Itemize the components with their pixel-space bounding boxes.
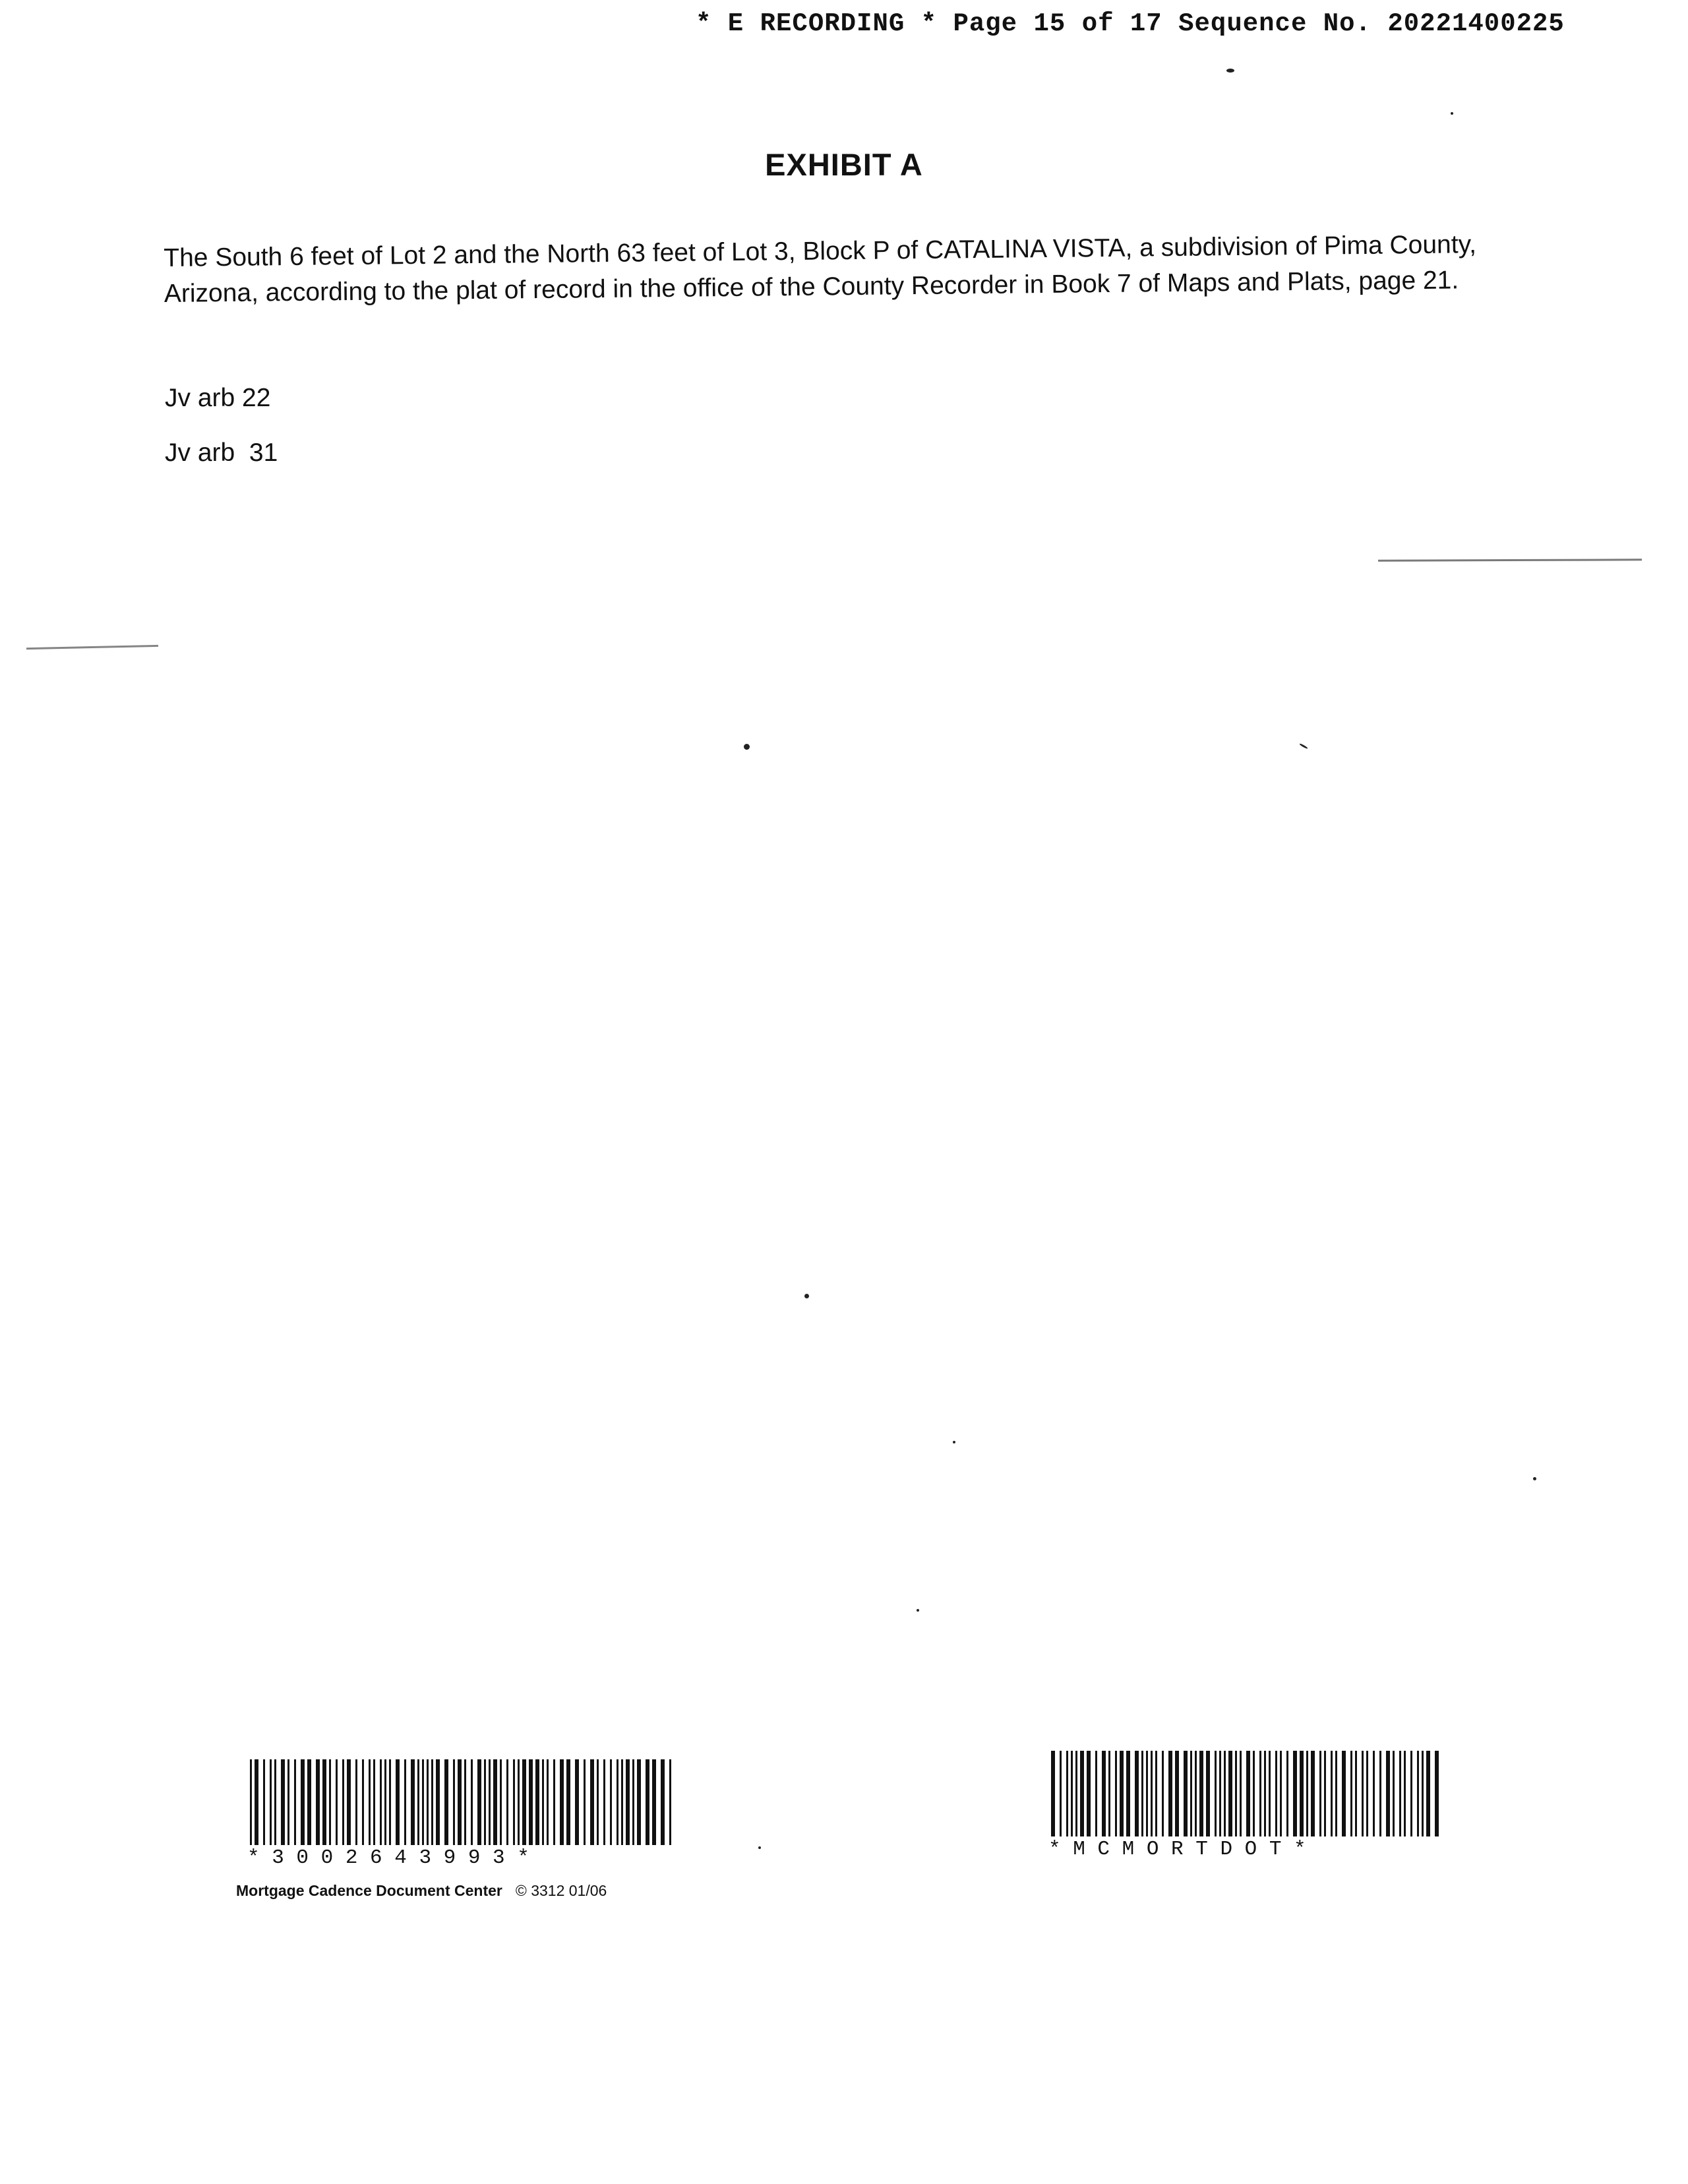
barcode-bar — [453, 1759, 455, 1845]
barcode-bar — [444, 1759, 448, 1845]
barcode-bar — [603, 1759, 605, 1845]
barcode-bar — [411, 1759, 415, 1845]
barcode-bar — [560, 1759, 564, 1845]
barcode-bar — [1190, 1751, 1192, 1836]
barcode-bar — [464, 1759, 466, 1845]
barcode-bar — [1293, 1751, 1297, 1836]
barcode-bar — [250, 1759, 252, 1845]
barcode-bar — [347, 1759, 351, 1845]
barcode-bar — [1199, 1751, 1203, 1836]
barcode-bar — [1080, 1751, 1084, 1836]
barcode-bar — [500, 1759, 502, 1845]
barcode-bar — [1366, 1751, 1368, 1836]
barcode-bar — [369, 1759, 371, 1845]
barcode-bar — [287, 1759, 289, 1845]
barcode-bar — [342, 1759, 344, 1845]
footer-form-number: © 3312 01/06 — [515, 1882, 607, 1899]
scan-artifact-line — [26, 645, 158, 650]
barcode-bar — [621, 1759, 623, 1845]
barcode-bar — [1259, 1751, 1261, 1836]
barcode-bar — [274, 1759, 276, 1845]
barcode-bar — [1108, 1751, 1110, 1836]
barcode-bar — [529, 1759, 533, 1845]
scan-speck — [1299, 743, 1308, 750]
barcode-bar — [522, 1759, 526, 1845]
barcode-bar — [1269, 1751, 1271, 1836]
barcode-bar — [458, 1759, 462, 1845]
barcode-bar — [307, 1759, 311, 1845]
barcode-bar — [1135, 1751, 1139, 1836]
barcode-bar — [1275, 1751, 1277, 1836]
barcode-bar — [1219, 1751, 1221, 1836]
barcode-bar — [389, 1759, 391, 1845]
barcode-bar — [547, 1759, 549, 1845]
exhibit-title: EXHIBIT A — [765, 147, 923, 182]
barcode-bar — [270, 1759, 272, 1845]
handwritten-note-1: Jv arb 22 — [165, 384, 271, 412]
barcode-bar — [329, 1759, 331, 1845]
barcode-bar — [436, 1759, 440, 1845]
barcode-bar — [489, 1759, 491, 1845]
barcode-bar — [1087, 1751, 1091, 1836]
barcode-bar — [1071, 1751, 1073, 1836]
barcode-bar — [1379, 1751, 1381, 1836]
barcode-bar — [1286, 1751, 1288, 1836]
barcode-bar — [1300, 1751, 1304, 1836]
barcode-bar — [661, 1759, 665, 1845]
barcode-bar — [1228, 1751, 1232, 1836]
barcode-bar — [1399, 1751, 1401, 1836]
barcode-bar — [1404, 1751, 1406, 1836]
barcode-bar — [1335, 1751, 1337, 1836]
document-footer — [236, 1882, 607, 1900]
barcode-bar — [1075, 1751, 1077, 1836]
barcode-bars — [247, 1759, 676, 1845]
barcode-bar — [1146, 1751, 1148, 1836]
barcode-bar — [1386, 1751, 1390, 1836]
barcode-bar — [1060, 1751, 1062, 1836]
barcode-bar — [513, 1759, 515, 1845]
barcode-bar — [1373, 1751, 1375, 1836]
barcode-bar — [632, 1759, 634, 1845]
barcode-bar — [535, 1759, 539, 1845]
barcode-bar — [1350, 1751, 1352, 1836]
barcode-bar — [626, 1759, 630, 1845]
barcode-bar — [646, 1759, 649, 1845]
barcode-bar — [590, 1759, 594, 1845]
barcode-bar — [575, 1759, 579, 1845]
barcode-bar — [1319, 1751, 1321, 1836]
barcode-bar — [1246, 1751, 1250, 1836]
barcode-bar — [1206, 1751, 1210, 1836]
barcode-bar — [1422, 1751, 1424, 1836]
barcode-bar — [1224, 1751, 1226, 1836]
barcode-bars — [1048, 1751, 1444, 1836]
barcode-bar — [1141, 1751, 1143, 1836]
barcode-bar — [1393, 1751, 1395, 1836]
barcode-bar — [1195, 1751, 1197, 1836]
barcode-bar — [362, 1759, 364, 1845]
barcode-bar — [1280, 1751, 1282, 1836]
barcode-bar — [1102, 1751, 1106, 1836]
scan-artifact-line — [1378, 559, 1642, 561]
barcode-bar — [1306, 1751, 1308, 1836]
footer-text: Mortgage Cadence Document Center — [236, 1882, 502, 1899]
barcode-bar — [1324, 1751, 1326, 1836]
barcode-bar — [422, 1759, 424, 1845]
barcode-bar — [637, 1759, 641, 1845]
barcode-bar — [1162, 1751, 1164, 1836]
recording-header: * E RECORDING * Page 15 of 17 Sequence No. 20221400225 — [696, 9, 1565, 38]
barcode-bar — [597, 1759, 599, 1845]
barcode-bar — [316, 1759, 320, 1845]
barcode-bar — [396, 1759, 400, 1845]
handwritten-note-2: Jv arb 31 — [165, 439, 278, 467]
barcode-bar — [1184, 1751, 1188, 1836]
barcode-bar — [431, 1759, 433, 1845]
scan-speck — [804, 1294, 809, 1298]
barcode-bar — [1435, 1751, 1439, 1836]
barcode-bar — [322, 1759, 326, 1845]
barcode-bar — [542, 1759, 544, 1845]
scan-speck — [744, 744, 750, 750]
barcode-bar — [617, 1759, 618, 1845]
barcode-bar — [1215, 1751, 1217, 1836]
barcode-bar — [1331, 1751, 1333, 1836]
barcode-bar — [1426, 1751, 1430, 1836]
barcode-bar — [1168, 1751, 1172, 1836]
barcode-bar — [471, 1759, 473, 1845]
barcode-bar — [404, 1759, 406, 1845]
barcode-bar — [1240, 1751, 1242, 1836]
barcode-bar — [1115, 1751, 1117, 1836]
barcode-bar — [652, 1759, 656, 1845]
barcode-bar — [584, 1759, 586, 1845]
barcode-bar — [1095, 1751, 1097, 1836]
barcode-bar — [373, 1759, 375, 1845]
barcode-bar — [417, 1759, 419, 1845]
barcode-bar — [380, 1759, 382, 1845]
barcode-loan-number — [247, 1759, 676, 1869]
barcode-bar — [1126, 1751, 1130, 1836]
barcode-bar — [610, 1759, 612, 1845]
scan-speck — [1533, 1477, 1536, 1480]
barcode-bar — [1235, 1751, 1237, 1836]
barcode-bar — [301, 1759, 305, 1845]
barcode-bar — [1264, 1751, 1266, 1836]
scan-speck — [917, 1609, 919, 1612]
barcode-bar — [281, 1759, 285, 1845]
barcode-bar — [566, 1759, 570, 1845]
barcode-bar — [477, 1759, 481, 1845]
barcode-document-type — [1048, 1751, 1444, 1861]
barcode-bar — [355, 1759, 357, 1845]
barcode-bar — [427, 1759, 429, 1845]
barcode-bar — [1066, 1751, 1068, 1836]
barcode-bar — [493, 1759, 497, 1845]
barcode-bar — [484, 1759, 486, 1845]
barcode-bar — [384, 1759, 386, 1845]
barcode-bar — [1155, 1751, 1157, 1836]
barcode-bar — [263, 1759, 265, 1845]
scan-speck — [1451, 112, 1453, 115]
barcode-bar — [255, 1759, 258, 1845]
scan-speck — [758, 1846, 761, 1849]
barcode-caption: * 3 0 0 2 6 4 3 9 9 3 * — [247, 1846, 529, 1869]
barcode-bar — [1311, 1751, 1315, 1836]
barcode-caption: * M C M O R T D O T * — [1048, 1838, 1306, 1861]
barcode-bar — [1151, 1751, 1153, 1836]
barcode-bar — [1120, 1751, 1124, 1836]
barcode-bar — [294, 1759, 296, 1845]
barcode-bar — [1362, 1751, 1364, 1836]
legal-description: The South 6 feet of Lot 2 and the North 63 feet of Lot 3, Block P of CATALINA VISTA, a subdivision of Pima County, Arizona, according to the plat of record in the office of the County Recorder in Book 7 of Maps and Plats, page 21. — [164, 230, 1477, 308]
barcode-bar — [1355, 1751, 1357, 1836]
barcode-bar — [518, 1759, 520, 1845]
barcode-bar — [336, 1759, 338, 1845]
barcode-bar — [553, 1759, 555, 1845]
barcode-bar — [669, 1759, 671, 1845]
barcode-bar — [1253, 1751, 1255, 1836]
barcode-bar — [1342, 1751, 1346, 1836]
barcode-bar — [1175, 1751, 1179, 1836]
barcode-bar — [1417, 1751, 1419, 1836]
barcode-bar — [506, 1759, 508, 1845]
scan-speck — [1226, 69, 1234, 73]
barcode-bar — [1410, 1751, 1412, 1836]
scan-speck — [953, 1441, 955, 1443]
barcode-bar — [1051, 1751, 1055, 1836]
